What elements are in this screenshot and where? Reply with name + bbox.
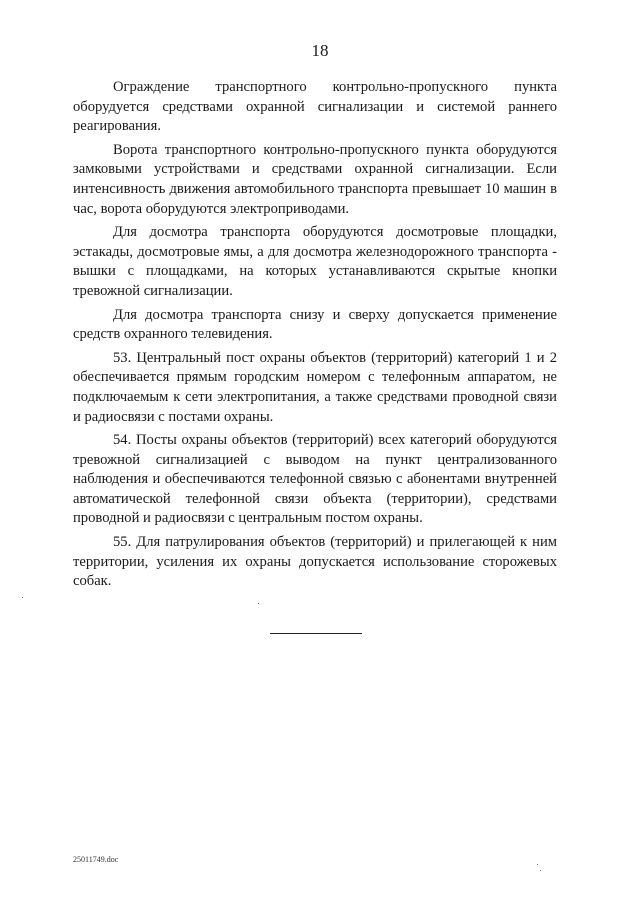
paragraph-inspection-platforms: Для досмотра транспорта оборудуются досмотровые площадки, эстакады, досмотровые ямы, а для досмотра железнодорожного транспорта - вышки с площадками, на которых устанавливаются скрытые кнопки тревожной сигнализации. <box>73 224 557 299</box>
end-separator-line <box>270 633 362 634</box>
scan-speck <box>540 870 541 871</box>
paragraph-item-54: 54. Посты охраны объектов (территорий) всех категорий оборудуются тревожной сигнализацией с выводом на пункт централизованного наблюдения и обеспечиваются телефонной связью с абонентами внутренней автоматической телефонной связи объекта (территории), средствами проводной и радиосвязи с центральным постом охраны. <box>73 432 557 527</box>
paragraph-inspection-tv: Для досмотра транспорта снизу и сверху допускается применение средств охранного телевидения. <box>73 306 557 343</box>
paragraph-item-53: 53. Центральный пост охраны объектов (территорий) категорий 1 и 2 обеспечивается прямым городским номером с телефонным аппаратом, не подключаемым к сети электропитания, а также средствами проводной связи и радиосвязи с постами охраны. <box>73 349 557 425</box>
footer-filename: 25011749.doc <box>73 855 119 864</box>
document-body <box>73 78 557 596</box>
paragraph-fence: Ограждение транспортного контрольно-пропускного пункта оборудуется средствами охранной сигнализации и системой раннего реагирования. <box>73 79 557 135</box>
paragraph-gates: Ворота транспортного контрольно-пропускного пункта оборудуются замковыми устройствами и средствами охранной сигнализации. Если интенсивность движения автомобильного транспорта превышает 10 машин в час, ворота оборудуются электроприводами. <box>73 141 557 217</box>
page-number: 18 <box>311 41 329 60</box>
paragraph-item-55: 55. Для патрулирования объектов (территорий) и прилегающей к ним территории, усиления их охраны допускается использование сторожевых собак. <box>73 534 557 590</box>
scan-speck <box>537 864 538 865</box>
scan-speck <box>258 603 259 604</box>
scan-speck <box>22 597 23 598</box>
